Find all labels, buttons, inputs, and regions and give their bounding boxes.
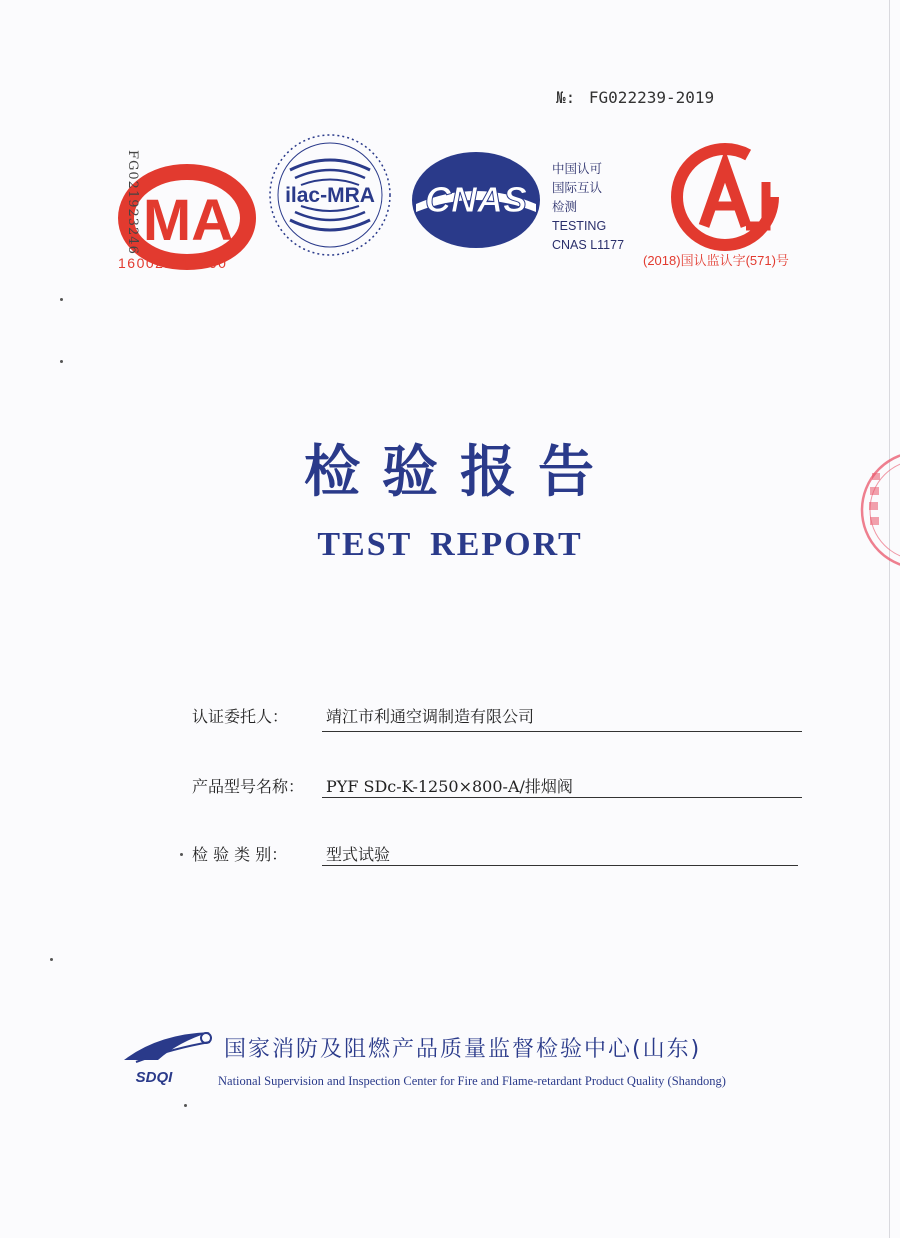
cma-code: 160021113460	[118, 255, 228, 271]
scan-speck	[50, 958, 53, 961]
scan-speck	[60, 360, 63, 363]
cnas-logo-text: CNAS	[424, 179, 528, 220]
field-underline	[322, 731, 802, 732]
cma-vertical-number: FG021923246	[125, 150, 140, 255]
field-client	[192, 704, 534, 732]
report-number-label: №:	[556, 88, 576, 107]
scan-speck	[184, 1104, 187, 1107]
cnas-line: 国际互认	[552, 181, 603, 195]
sdqi-logo-icon	[118, 1020, 218, 1086]
scan-speck	[60, 298, 63, 301]
cnas-accreditation-text	[552, 160, 624, 255]
page-edge	[889, 0, 890, 1238]
ilac-logo-text: ilac-MRA	[285, 184, 375, 207]
report-title-cn: 检验报告	[304, 440, 616, 505]
cma-logo-text: MA	[142, 188, 234, 253]
field-value: 靖江市利通空调制造有限公司	[326, 707, 535, 726]
cal-logo-icon	[666, 142, 784, 252]
report-title-en: TEST REPORT	[317, 526, 583, 563]
field-label: 产品型号名称：	[192, 777, 305, 796]
cnas-line: 检测	[552, 200, 578, 214]
cnas-line: 中国认可	[552, 162, 603, 176]
field-underline	[322, 797, 802, 798]
field-underline	[322, 865, 798, 866]
report-number-value: FG022239-2019	[588, 88, 715, 107]
field-value: 型式试验	[326, 845, 391, 864]
report-number	[556, 88, 714, 107]
footer-org-name-cn: 国家消防及阻燃产品质量监督检验中心(山东)	[224, 1037, 702, 1062]
seal-stamp-icon	[850, 445, 900, 575]
cnas-logo-icon	[408, 148, 544, 252]
ilac-mra-logo-icon	[265, 130, 395, 260]
field-value: PYF SDc-K-1250×800-A/排烟阀	[326, 777, 573, 796]
cal-code: (2018)国认监认字(571)号	[643, 253, 789, 268]
cnas-line: CNAS L1177	[552, 238, 625, 252]
footer-org-name-en: National Supervision and Inspection Center for Fire and Flame-retardant Product Quality (Shandong)	[218, 1074, 726, 1088]
field-label: 认证委托人：	[192, 707, 289, 726]
cnas-line: TESTING	[552, 219, 607, 233]
sdqi-logo-text: SDQI	[135, 1069, 173, 1086]
scan-speck	[180, 853, 183, 856]
field-label: 检 验 类 别：	[192, 845, 288, 864]
